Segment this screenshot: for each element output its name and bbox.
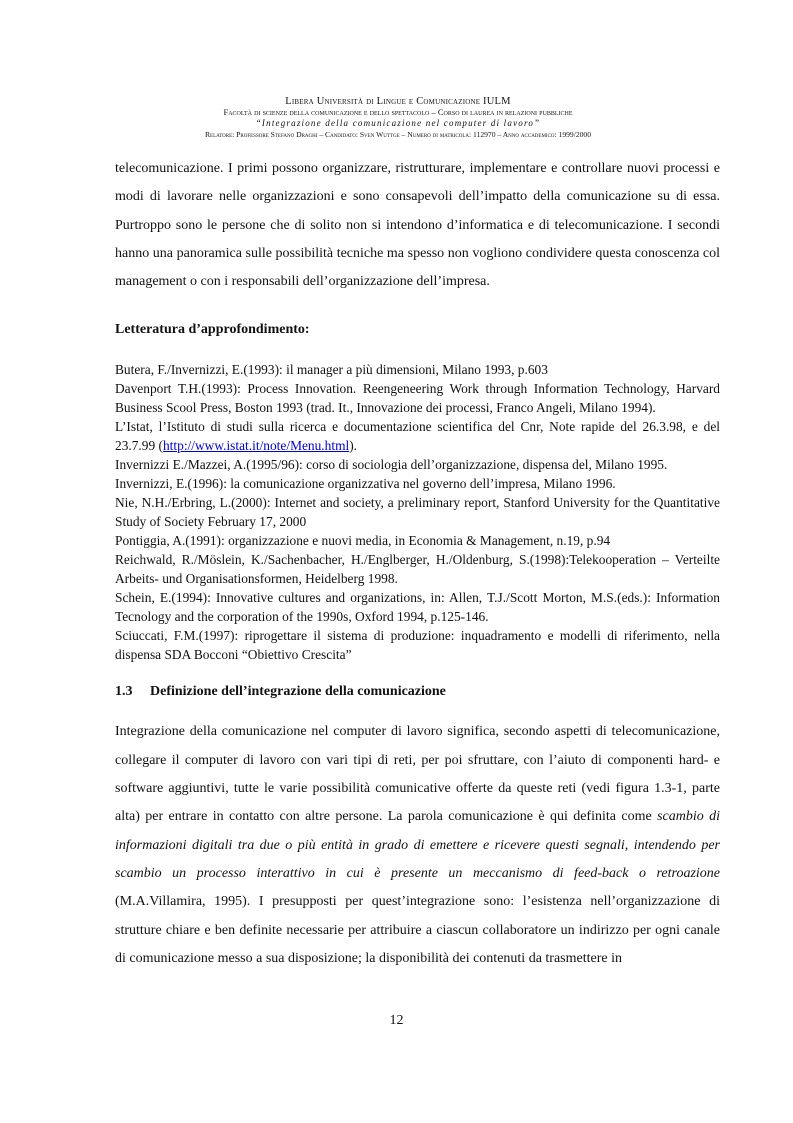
thesis-meta: Relatore: Professore Stefano Draghi – Candidato: Sven Wuttge – Numero di matricola: 112970 – Anno accademico: 1999/2000 [204,130,592,139]
page-number: 12 [389,1013,404,1028]
reference-item: Davenport T.H.(1993): Process Innovation. Reengeneering Work through Information Technology, Harvard Business Scool Press, Boston 1993 (trad. It., Innovazione dei processi, Franco Angeli, Milano 1994). [115,381,720,416]
istat-link[interactable]: http://www.istat.it/note/Menu.html [162,438,350,454]
reference-item: Pontiggia, A.(1991): organizzazione e nuovi media, in Economia & Management, n.19, p.94 [115,533,611,549]
istat-text-end: ). [349,438,358,454]
university-name: Libera Università di Lingue e Comunicazione IULM [285,96,511,107]
section-title: Definizione dell’integrazione della comunicazione [150,684,446,700]
section-number: 1.3 [115,684,133,700]
page-body [115,155,720,973]
definition-italic: scambio di informazioni digitali tra due o più entità in grado di emettere e ricevere questi segnali, intendendo per scambio un processo interattivo in cui è presente un meccanismo di feed-back o retroazione [115,809,720,881]
section-text-part2: (M.A.Villamira, 1995). I presupposti per quest’integrazione sono: l’esistenza nell’organizzazione di strutture chiare e ben definite necessarie per attribuire a ciascun collaboratore un indirizzo per ogni canale di comunicazione messo a sua disposizione; la disponibilità dei contenuti da trasmettere in [115,894,720,966]
reference-item: Invernizzi E./Mazzei, A.(1995/96): corso di sociologia dell’organizzazione, dispensa del, Milano 1995. [115,457,668,473]
section-text-part1: Integrazione della comunicazione nel computer di lavoro significa, secondo aspetti di telecomunicazione, collegare il computer di lavoro con vari tipi di reti, per poi sfruttare, con l’aiuto di componenti hard- e software aggiuntivi, tutte le varie possibilità comunicative offerte da queste reti (vedi figura 1.3-1, parte alta) per entrare in contatto con altre persone. La parola comunicazione è qui definita come [115,724,720,825]
literature-heading: Letteratura d’approfondimento: [115,322,310,338]
reference-item: Nie, N.H./Erbring, L.(2000): Internet and society, a preliminary report, Stanford University for the Quantitative Study of Society February 17, 2000 [115,495,720,530]
faculty-line: Facoltà di scienze della comunicazione e dello spettacolo – Corso di laurea in relazioni pubbliche [223,107,573,117]
reference-item: Reichwald, R./Möslein, K./Sachenbacher, H./Englberger, H./Oldenburg, S.(1998):Telekooperation – Verteilte Arbeits- und Organisationsformen, Heidelberg 1998. [115,552,720,587]
thesis-title: “Integrazione della comunicazione nel computer di lavoro” [255,118,541,128]
reference-item-istat [115,417,720,455]
istat-text: L’Istat, l’Istituto di studi sulla ricerca e documentazione scientifica del Cnr, Note rapide del 26.3.98, e del 23.7.99 ( [115,419,720,454]
intro-paragraph: telecomunicazione. I primi possono organizzare, ristrutturare, implementare e controllare nuovi processi e modi di lavorare nelle organizzazioni e sono consapevoli dell’impatto della comunicazione su di essa. Purtroppo sono le persone che di solito non si intendono d’informatica e di telecomunicazione. I secondi hanno una panoramica sulle possibilità tecniche ma spesso non vogliono condividere questa conoscenza col management o con i responsabili dell’organizzazione dell’impresa. [115,161,720,290]
reference-item: Sciuccati, F.M.(1997): riprogettare il sistema di produzione: inquadramento e modelli di riferimento, nella dispensa SDA Bocconi “Obiettivo Crescita” [115,628,720,663]
reference-item: Invernizzi, E.(1996): la comunicazione organizzativa nel governo dell’impresa, Milano 1996. [115,476,616,492]
section-heading [115,684,720,700]
section-paragraph [115,718,720,973]
reference-list [115,360,720,664]
reference-item: Schein, E.(1994): Innovative cultures and organizations, in: Allen, T.J./Scott Morton, M.S.(eds.): Information Tecnology and the corporation of the 1990s, Oxford 1994, p.125-146. [115,590,720,625]
page-header [120,96,676,140]
reference-item: Butera, F./Invernizzi, E.(1993): il manager a più dimensioni, Milano 1993, p.603 [115,362,548,378]
